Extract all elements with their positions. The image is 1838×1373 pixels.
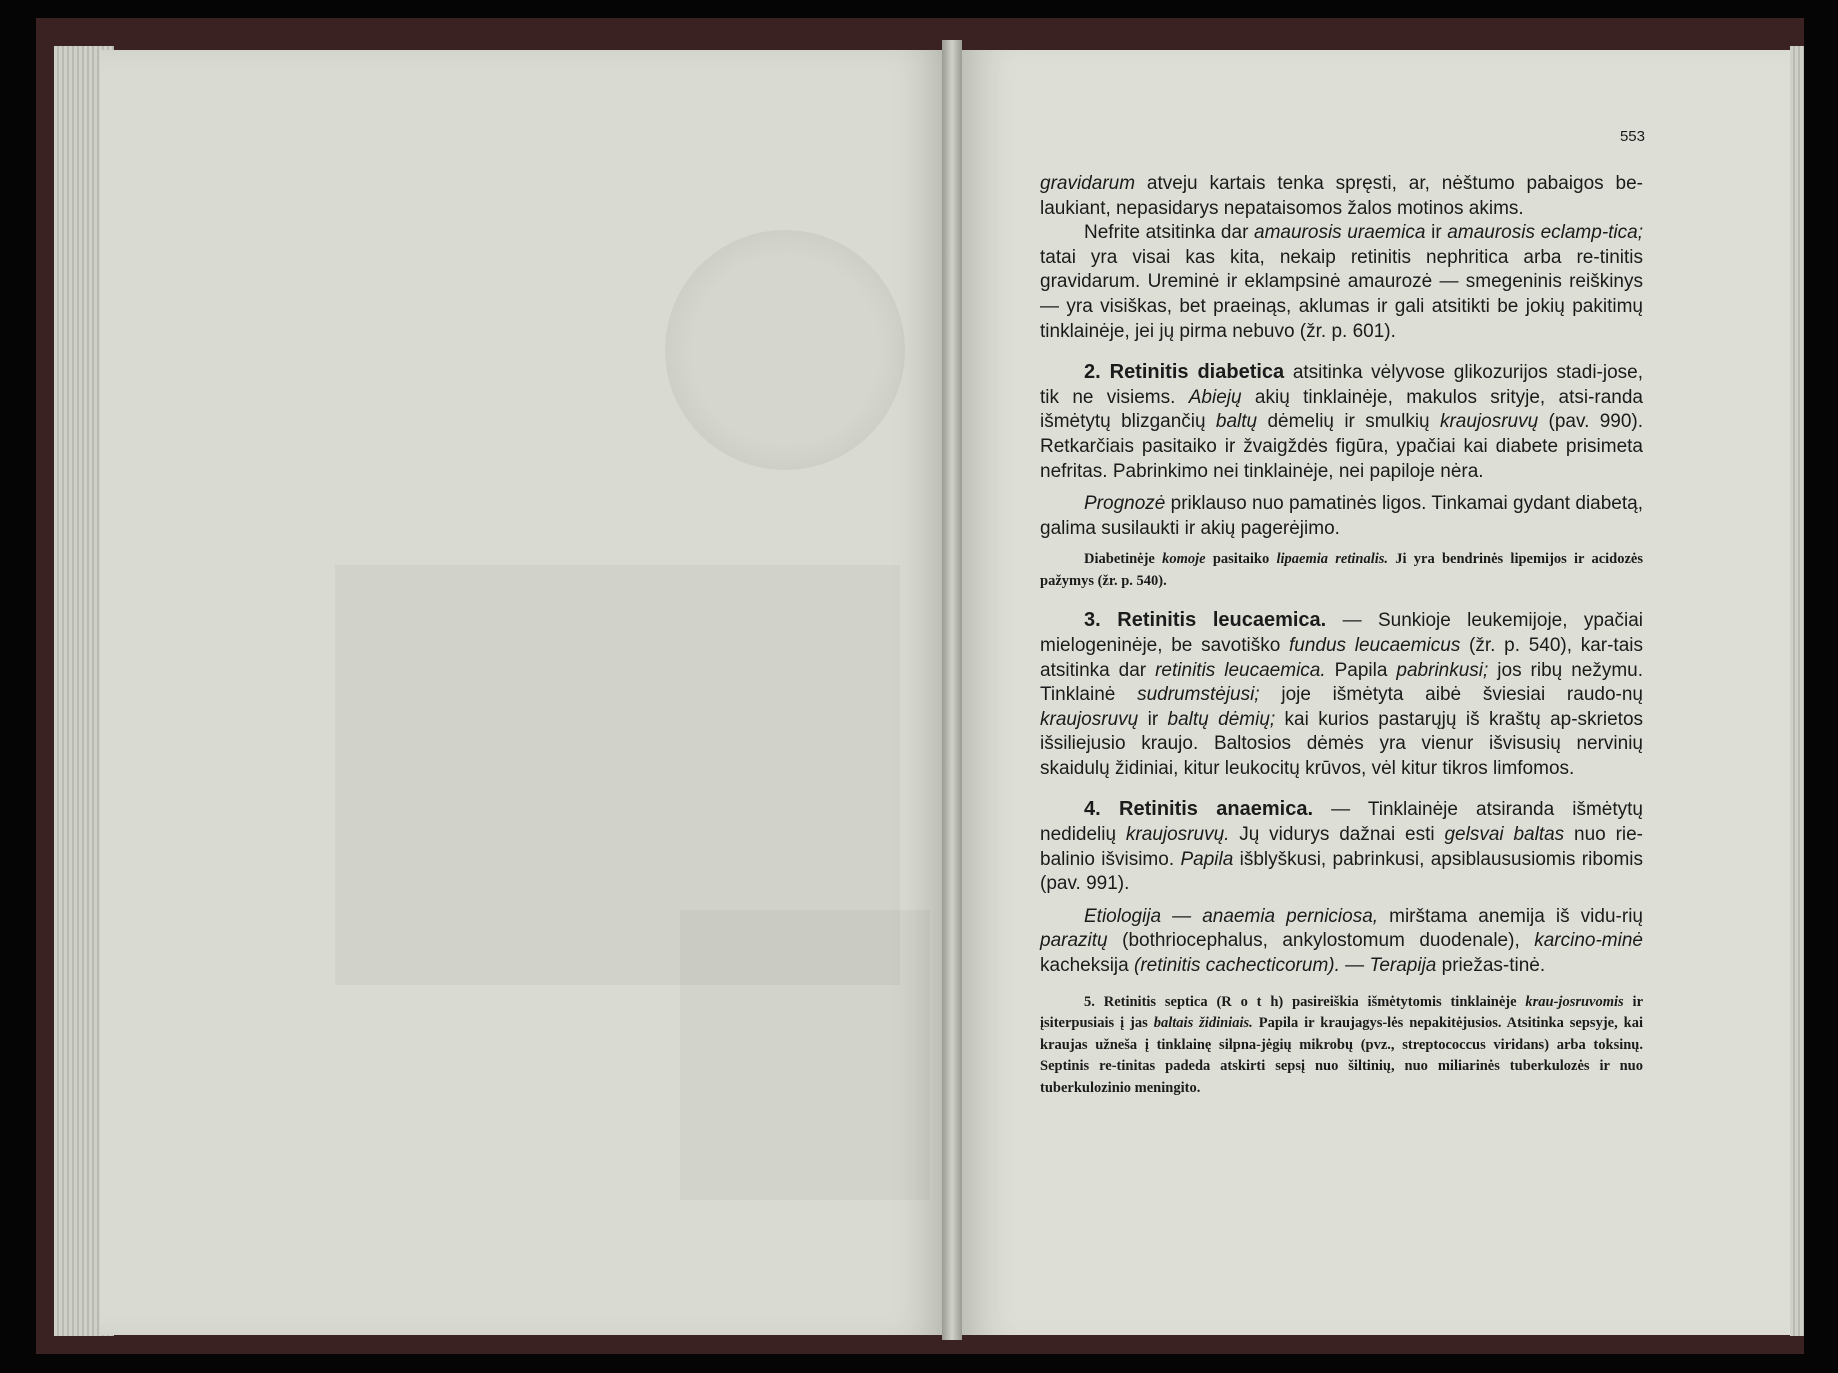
- text-run: — Sunkioje leukemijoje, ypačiai mielogeninėje, be savotiško: [1040, 610, 1643, 656]
- text-run: ir įsiterpusiais į jas: [1040, 993, 1644, 1032]
- text-run: Papila ir kraujagys-lės nepakitėjusios. Atsitinka sepsyje, kai kraujas užneša į tinklainę silpna-jėgių mikrobų (pvz., streptococcus viridans) arba toksinų. Septinis re-tinitas padeda atskirti sepsį nuo šiltinių, nuo miliarinės tuberkulozės ir nuo tuberkulozinio meningito.: [1040, 1015, 1643, 1096]
- page-number: 553: [1619, 128, 1645, 145]
- emphasis-text: lipaemia retinalis.: [1276, 551, 1389, 568]
- emphasis-text: krau-josruvomis: [1525, 993, 1624, 1010]
- text-run: jos ribų nežymu. Tinklainė: [1040, 659, 1643, 706]
- section-heading: 3. Retinitis leucaemica.: [1084, 609, 1327, 632]
- emphasis-text: Prognozė: [1084, 493, 1166, 515]
- emphasis-text: sudrumstėjusi;: [1137, 684, 1260, 706]
- text-run: Ji yra bendrinės lipemijos ir acidozės pažymys (žr. p. 540).: [1040, 551, 1643, 589]
- text-run: priklauso nuo pamatinės ligos. Tinkamai gydant diabetą, galima susilaukti ir akių pagerėjimo.: [1040, 493, 1643, 539]
- text-run: išblyškusi, pabrinkusi, apsiblaususiomis ribomis (pav. 991).: [1040, 848, 1643, 895]
- emphasis-text: Terapija: [1369, 955, 1437, 977]
- text-run: ir: [1138, 708, 1168, 730]
- emphasis-text: (retinitis cachecticorum).: [1134, 955, 1340, 977]
- emphasis-text: retinitis leucaemica.: [1155, 659, 1326, 681]
- emphasis-text: gravidarum: [1040, 173, 1136, 194]
- emphasis-text: kraujosruvų: [1040, 708, 1139, 730]
- body-paragraph: [1040, 905, 1643, 979]
- page-edges-right: [1790, 46, 1804, 1336]
- show-through-image: [680, 910, 930, 1200]
- emphasis-text: baltų dėmių;: [1167, 708, 1276, 730]
- left-page-blank: [100, 50, 952, 1335]
- body-paragraph: [1040, 360, 1643, 484]
- text-run: kai kurios pastarųjų iš kraštų ap-skrietos išsiliejusio kraujo. Baltosios dėmės yra vienur išvisusių nervinių skaidulų židiniai, kitur leukocitų krūvos, vėl kitur tikros limfomos.: [1040, 708, 1644, 779]
- text-run: (bothriocephalus, ankylostomum duodenale),: [1107, 930, 1535, 952]
- footnote-paragraph: [1040, 992, 1643, 1100]
- text-run: dėmelių ir smulkių: [1257, 411, 1440, 433]
- emphasis-text: karcino-minė: [1534, 930, 1643, 952]
- section-heading: 2. Retinitis diabetica: [1084, 361, 1285, 384]
- text-run: (pav. 990). Retkarčiais pasitaiko ir žvaigždės figūra, ypačiai kai diabete prisimeta nefritas. Pabrinkimo nei tinklainėje, nei papiloje nėra.: [1040, 411, 1643, 482]
- text-run: atsitinka vėlyvose glikozurijos stadi-jose, tik ne visiems.: [1040, 362, 1643, 408]
- emphasis-text: Abiejų: [1188, 386, 1242, 408]
- text-run: joje išmėtyta aibė šviesiai raudo-nų: [1259, 684, 1643, 706]
- book-gutter: [942, 40, 962, 1340]
- text-run: (žr. p. 540), kar-tais atsitinka dar: [1040, 634, 1643, 681]
- body-paragraph: [1040, 797, 1643, 896]
- text-run: — Tinklainėje atsiranda išmėtytų nedidelių: [1040, 799, 1643, 846]
- emphasis-text: baltų: [1215, 411, 1258, 433]
- text-run: tatai yra visai kas kita, nekaip retinitis nephritica arba re-tinitis gravidarum. Ureminė ir eklampsinė amaurozė — smegeninis reiškinys — yra visiškas, bet praeinąs, aklumas ir gali atsitikti be jokių pakitimų tinklainėje, jei jų pirma nebuvo (žr. p. 601).: [1040, 246, 1643, 342]
- text-run: —: [1339, 955, 1370, 977]
- text-run: akių tinklainėje, makulos srityje, atsi-randa išmėtytų blizgančių: [1040, 386, 1643, 433]
- emphasis-text: amaurosis eclamp-tica;: [1447, 222, 1643, 244]
- emphasis-text: baltais židiniais.: [1153, 1015, 1253, 1032]
- text-run: ir: [1425, 222, 1448, 244]
- body-paragraph: [1040, 221, 1643, 344]
- text-run: (R o t h) pasireiškia išmėtytomis tinklainėje: [1207, 993, 1526, 1010]
- text-run: pasitaiko: [1205, 551, 1277, 568]
- text-run: kacheksija: [1040, 955, 1134, 977]
- text-run: Diabetinėje: [1084, 551, 1163, 568]
- text-run: Jų vidurys dažnai esti: [1229, 824, 1445, 846]
- emphasis-text: kraujosruvų.: [1125, 824, 1230, 846]
- emphasis-text: fundus leucaemicus: [1288, 634, 1461, 656]
- body-paragraph: [1040, 492, 1643, 541]
- section-heading: 4. Retinitis anaemica.: [1084, 798, 1314, 821]
- page-text: [1040, 172, 1643, 1099]
- text-run: Papila: [1325, 659, 1397, 681]
- show-through-figure: [665, 230, 905, 470]
- emphasis-text: Etiologija — anaemia perniciosa,: [1084, 905, 1379, 927]
- text-run: mirštama anemija iš vidu-rių: [1378, 905, 1643, 927]
- emphasis-text: gelsvai baltas: [1444, 824, 1565, 846]
- emphasis-text: komoje: [1162, 551, 1206, 568]
- emphasis-text: pabrinkusi;: [1396, 659, 1489, 681]
- emphasis-text: Papila: [1180, 848, 1234, 870]
- footnote-paragraph: [1040, 549, 1643, 592]
- section-heading: 5. Retinitis septica: [1084, 993, 1208, 1010]
- body-paragraph: [1040, 172, 1643, 221]
- body-paragraph: [1040, 608, 1643, 781]
- emphasis-text: amaurosis uraemica: [1254, 222, 1426, 244]
- text-run: Nefrite atsitinka dar: [1084, 222, 1255, 244]
- text-run: priežas-tinė.: [1436, 955, 1546, 977]
- text-run: nuo rie-balinio išvisimo.: [1040, 824, 1644, 870]
- text-run: atveju kartais tenka spręsti, ar, nėštumo pabaigos be-laukiant, nepasidarys nepataisomos žalos motinos akims.: [1040, 173, 1643, 219]
- emphasis-text: kraujosruvų: [1439, 411, 1539, 433]
- emphasis-text: parazitų: [1040, 930, 1108, 952]
